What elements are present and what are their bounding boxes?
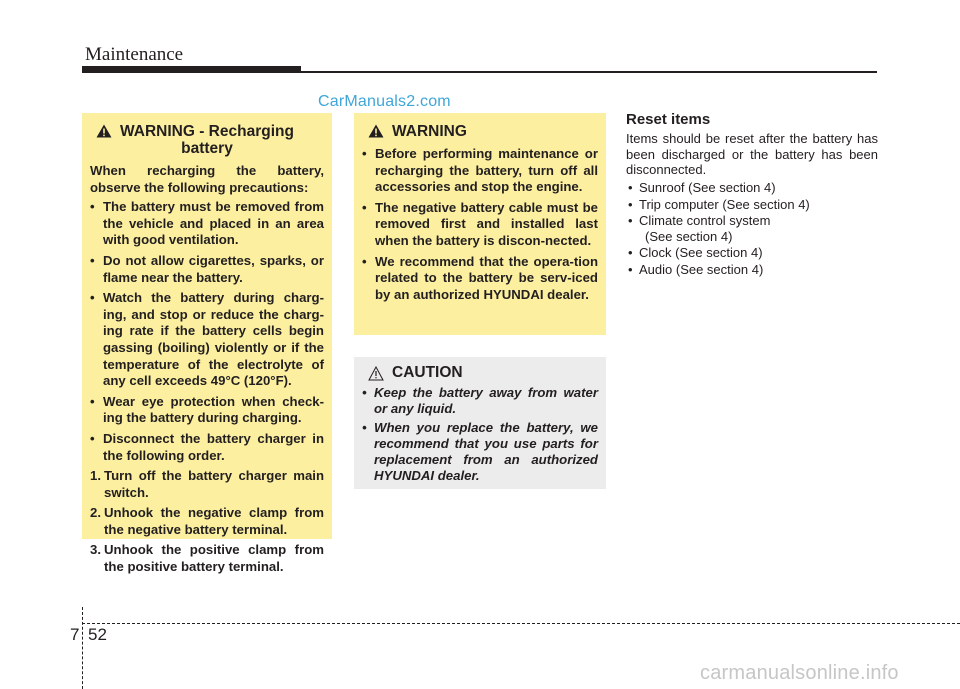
list-item — [626, 213, 878, 244]
list-item — [362, 420, 598, 484]
bullet-dot: • — [628, 261, 633, 277]
reset-items-title: Reset items — [626, 111, 711, 128]
warning-triangle-icon — [368, 124, 384, 138]
list-item-text: Keep the battery away from water or any liquid. — [374, 385, 598, 416]
bullet-dot: • — [628, 196, 633, 212]
header-rule-thick — [82, 66, 301, 73]
watermark-bottom[interactable]: carmanualsonline.info — [700, 662, 899, 684]
bullet-dot: • — [90, 430, 95, 446]
warning-recharging-title — [120, 123, 294, 157]
reset-items-intro: Items should be reset after the battery has been discharged or the battery has been disconnected. — [626, 131, 878, 178]
list-item-text: The battery must be removed from the vehicle and placed in an area with good ventilation. — [103, 199, 324, 248]
list-item-text: We recommend that the opera-tion related to the battery be serv-iced by an authorized HYUNDAI dealer. — [375, 253, 598, 302]
step-number: 1. — [90, 468, 101, 484]
list-item — [90, 468, 324, 501]
list-item-text: Clock (See section 4) — [639, 245, 763, 261]
list-item — [90, 505, 324, 538]
list-item — [362, 254, 598, 304]
warning-general-header — [362, 123, 598, 140]
list-item-text: The negative battery cable must be removed first and installed last when the battery is discon-nected. — [375, 199, 598, 248]
list-item — [626, 262, 878, 278]
list-item-text: Disconnect the battery charger in the following order. — [103, 430, 324, 463]
list-item-text: Watch the battery during charg-ing, and stop or reduce the charg-ing rate if the battery cells begin gassing (boiling) violently or if the temperature of the electrolyte of any cell exceeds 49°C (120°F). — [103, 290, 324, 389]
footer-divider — [82, 607, 83, 689]
list-item-text: Audio (See section 4) — [639, 261, 764, 277]
list-item-text: When you replace the battery, we recommend that you use parts for replacement from an authorized HYUNDAI dealer. — [374, 420, 598, 483]
bullet-dot: • — [362, 199, 367, 215]
bullet-dot: • — [362, 146, 367, 161]
bullet-dot: • — [628, 245, 633, 261]
bullet-dot: • — [90, 290, 95, 306]
step-text: Unhook the positive clamp from the positive battery terminal. — [104, 542, 324, 575]
list-item — [362, 146, 598, 196]
list-item — [626, 245, 878, 261]
warning-recharging-intro: When recharging the battery, observe the following precautions: — [90, 163, 324, 195]
warning-triangle-icon — [96, 124, 112, 138]
list-item — [90, 431, 324, 464]
header-rule-thin — [301, 71, 877, 73]
watermark-top[interactable]: CarManuals2.com — [318, 93, 451, 110]
list-item-text: Wear eye protection when check-ing the battery during charging. — [103, 393, 324, 426]
list-item — [90, 394, 324, 427]
bullet-dot: • — [362, 420, 367, 435]
list-item — [90, 290, 324, 390]
warning-recharging-title-line2: battery — [181, 140, 233, 157]
step-text: Turn off the battery charger main switch. — [104, 468, 324, 500]
list-item — [90, 253, 324, 286]
list-item — [626, 197, 878, 213]
step-number: 2. — [90, 505, 101, 521]
reset-items-list — [626, 180, 878, 279]
list-item — [362, 200, 598, 250]
warning-recharging-bullets — [90, 199, 324, 464]
list-item — [90, 199, 324, 249]
bullet-dot: • — [90, 393, 95, 409]
caution-triangle-icon — [368, 366, 384, 381]
bullet-dot: • — [90, 252, 95, 268]
warning-general-box — [354, 113, 606, 335]
list-item — [362, 385, 598, 417]
list-item-text: Sunroof (See section 4) — [639, 180, 776, 195]
list-item-text: Trip computer (See section 4) — [639, 196, 810, 212]
warning-recharging-header — [90, 123, 324, 157]
bullet-dot: • — [628, 213, 633, 229]
list-item-text-continued: (See section 4) — [645, 228, 733, 244]
warning-recharging-box — [82, 113, 332, 575]
warning-recharging-steps — [90, 468, 324, 576]
list-item-text: Do not allow cigarettes, sparks, or flame near the battery. — [103, 252, 324, 285]
caution-box — [354, 357, 606, 489]
bullet-dot: • — [362, 253, 367, 269]
step-number: 3. — [90, 542, 101, 558]
page-chapter-number: 7 — [70, 625, 80, 644]
footer-rule — [82, 623, 960, 624]
page-number: 52 — [88, 625, 107, 644]
step-text: Unhook the negative clamp from the negative battery terminal. — [104, 505, 324, 537]
warning-recharging-title-line1: WARNING - Recharging — [120, 123, 294, 140]
warning-general-title: WARNING — [392, 123, 467, 140]
section-title: Maintenance — [85, 44, 184, 65]
list-item — [90, 542, 324, 575]
warning-general-bullets — [362, 146, 598, 303]
bullet-dot: • — [628, 180, 633, 195]
list-item-text: Before performing maintenance or recharging the battery, turn off all accessories and stop the engine. — [375, 146, 598, 195]
caution-title: CAUTION — [392, 364, 463, 381]
caution-bullets — [362, 385, 598, 484]
bullet-dot: • — [90, 199, 95, 215]
bullet-dot: • — [362, 385, 367, 400]
list-item — [626, 180, 878, 196]
caution-header — [362, 365, 598, 381]
list-item-text: Climate control system — [639, 213, 771, 229]
